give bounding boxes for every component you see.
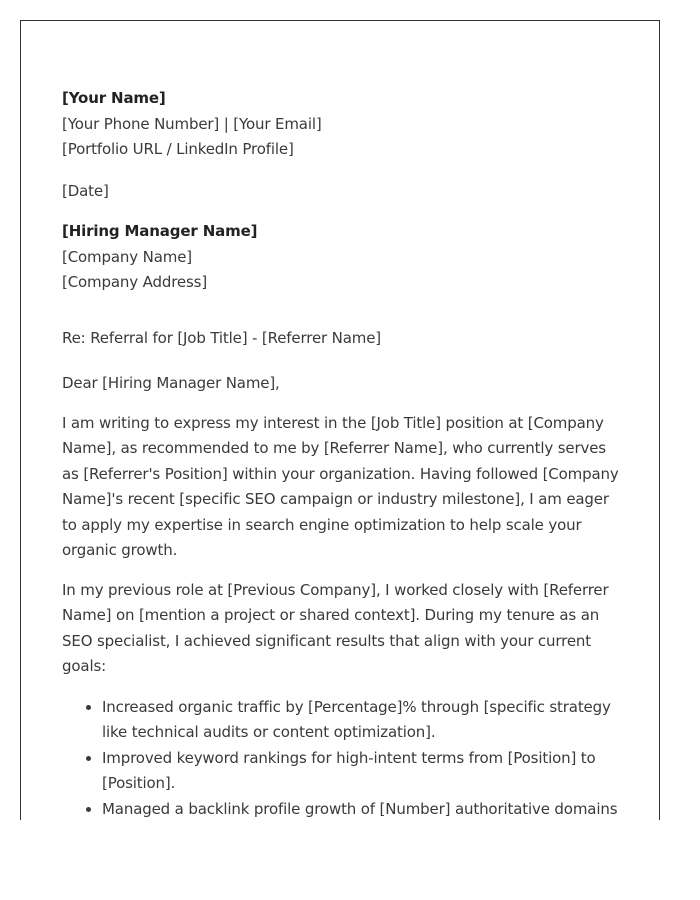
recipient-address: [Company Address] [62, 273, 208, 291]
recipient-block [62, 219, 622, 296]
achievements-list [62, 695, 622, 821]
paragraph-intro: I am writing to express my interest in the [Job Title] position at [Company Name], as recommended to me by [Referrer Name], who currently serves as [Referrer's Position] within your organization. Having followed [Company Name]'s recent [specific SEO campaign or industry milestone], I am eager to apply my expertise in search engine optimization to help scale your organic growth. [62, 413, 619, 559]
recipient-company: [Company Name] [62, 247, 192, 266]
sender-name: [Your Name] [62, 89, 166, 107]
letter-body [62, 86, 622, 820]
greeting-block [62, 371, 622, 397]
sender-block [62, 86, 622, 163]
sender-contact: [Your Phone Number] | [Your Email] [62, 114, 322, 133]
sender-portfolio: [Portfolio URL / LinkedIn Profile] [62, 140, 294, 158]
subject-line: Re: Referral for [Job Title] - [Referrer Name] [62, 328, 382, 347]
list-item: • Improved keyword rankings for high-intent terms from [Position] to [Position]. [102, 746, 622, 797]
letter-page [20, 20, 660, 820]
list-item: • Increased organic traffic by [Percentage]% through [specific strategy like technical audits or content optimization]. [102, 695, 622, 746]
subject-block [62, 326, 622, 352]
recipient-name: [Hiring Manager Name] [62, 222, 258, 240]
date-block [62, 179, 622, 205]
list-item: • Managed a backlink profile growth of [Number] authoritative domains [102, 797, 622, 821]
letter-date: [Date] [62, 181, 109, 200]
greeting: Dear [Hiring Manager Name], [62, 374, 280, 392]
paragraph-experience: In my previous role at [Previous Company], I worked closely with [Referrer Name] on [mention a project or shared context]. During my tenure as an SEO specialist, I achieved significant results that align with your current goals: [62, 580, 609, 675]
